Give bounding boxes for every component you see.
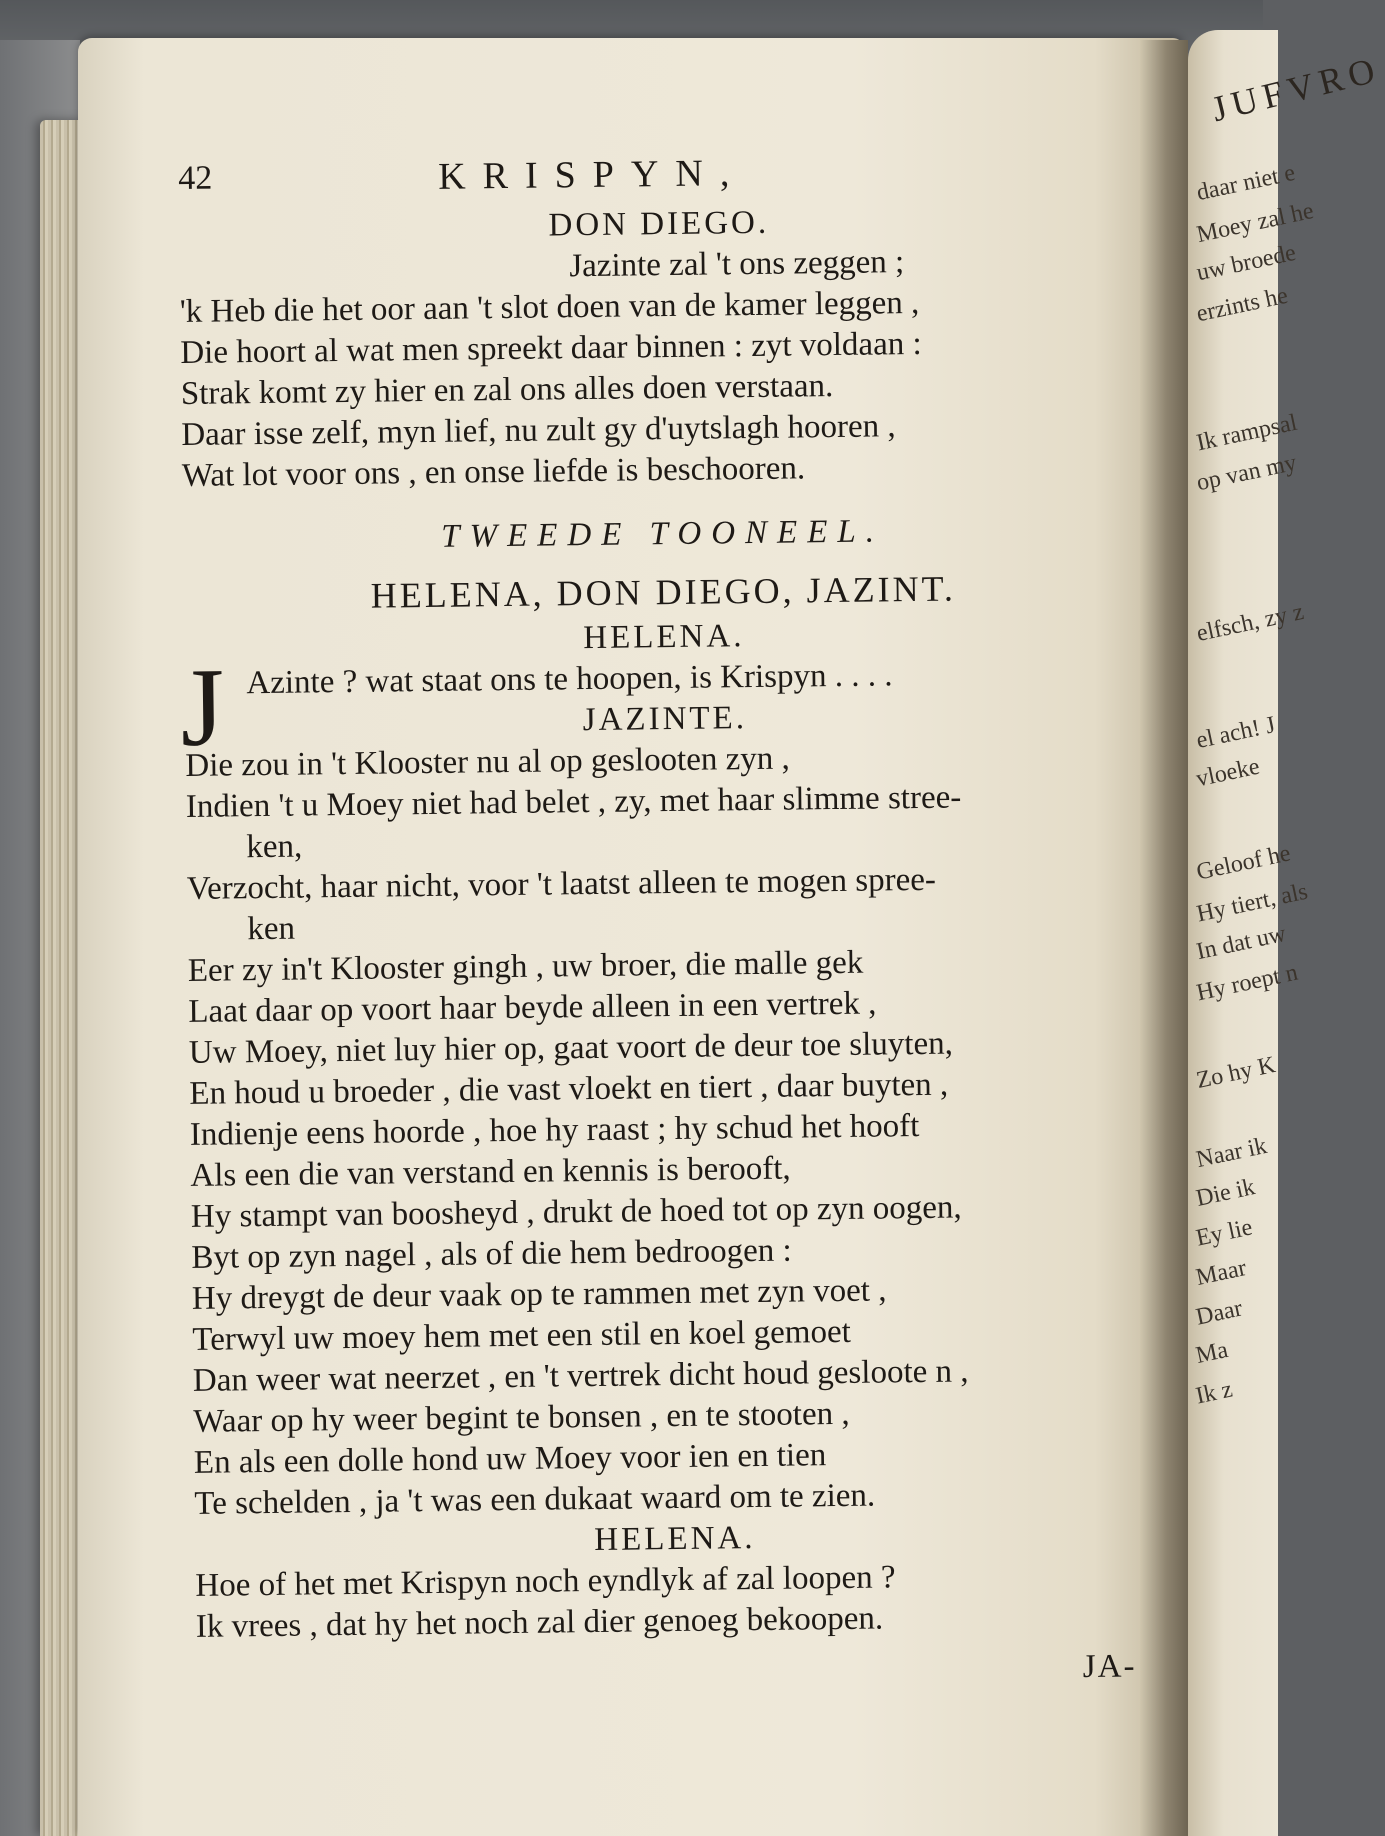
verse-line: En houd u broeder , die vast vloekt en tiert , daar buyten ,	[189, 1066, 949, 1112]
facing-page-line: Naar ik	[1193, 1132, 1270, 1174]
facing-page-line: Geloof he	[1194, 840, 1293, 886]
verse-line: Terwyl uw moey hem met een stil en koel gemoet	[192, 1313, 852, 1358]
verse-line: Daar isse zelf, myn lief, nu zult gy d'uytslagh hooren ,	[181, 408, 896, 453]
verse-line: 'k Heb die het oor aan 't slot doen van de kamer leggen ,	[179, 284, 920, 330]
facing-page-line: Ik z	[1193, 1376, 1235, 1410]
facing-page-line: Ey lie	[1193, 1214, 1255, 1252]
verse-line: Eer zy in't Klooster gingh , uw broer, die malle gek	[187, 944, 864, 989]
facing-page-line: op van my	[1194, 449, 1299, 497]
speaker-heading: HELENA.	[594, 1520, 756, 1559]
facing-page	[1188, 30, 1385, 1836]
verse-line: ken	[247, 910, 296, 948]
verse-line: Laat daar op voort haar beyde alleen in een vertrek ,	[188, 985, 877, 1030]
speaker-heading: HELENA.	[583, 618, 745, 657]
scene-cast: HELENA, DON DIEGO, JAZINT.	[370, 568, 957, 616]
verse-line: Als een die van verstand en kennis is berooft,	[190, 1150, 791, 1194]
verse-line: Waar op hy weer begint te bonsen , en te stooten ,	[193, 1395, 850, 1440]
verse-line: Jazinte zal 't ons zeggen ;	[569, 244, 905, 285]
verse-line: Die zou in 't Klooster nu al op geslooten zyn ,	[185, 740, 791, 784]
verse-line: Die hoort al wat men spreekt daar binnen : zyt voldaan :	[180, 325, 922, 371]
verse-line: Uw Moey, niet luy hier op, gaat voort de deur toe sluyten,	[188, 1025, 954, 1071]
verse-line: Byt op zyn nagel , als of die hem bedroogen :	[191, 1232, 792, 1276]
verse-line: Dan weer wat neerzet , en 't vertrek dicht houd gesloote n ,	[192, 1353, 969, 1399]
facing-page-line: daar niet e	[1194, 159, 1298, 207]
facing-page-line: Hy roept n	[1194, 959, 1301, 1007]
facing-page-line: elfsch, zy z	[1194, 599, 1307, 648]
facing-page-line: Die ik	[1193, 1174, 1258, 1212]
verse-line: Indien 't u Moey niet had belet , zy, met haar slimme stree-	[185, 779, 962, 825]
scene-title: TWEEDE TOONEEL.	[441, 513, 885, 555]
facing-page-line: erzints he	[1194, 282, 1291, 328]
verse-line: Hoe of het met Krispyn noch eyndlyk af zal loopen ?	[195, 1559, 896, 1604]
facing-page-line: Hy tiert, als	[1194, 878, 1311, 928]
facing-page-line: Ik rampsal	[1194, 409, 1300, 457]
verse-line: Hy dreygt de deur vaak op te rammen met zyn voet ,	[191, 1272, 887, 1317]
verse-line: Te schelden , ja 't was een dukaat waard om te zien.	[194, 1477, 876, 1522]
facing-page-header: JUFVRO	[1207, 48, 1385, 130]
verse-line: Hy stampt van boosheyd , drukt de hoed tot op zyn oogen,	[190, 1189, 962, 1235]
catchword: JA-	[1082, 1648, 1137, 1686]
facing-page-line: uw broede	[1194, 239, 1299, 287]
facing-page-line: Maar	[1193, 1255, 1249, 1291]
facing-page-line: Daar	[1193, 1295, 1245, 1331]
drop-cap: J	[179, 645, 226, 771]
verse-line: Strak komt zy hier en zal ons alles doen verstaan.	[180, 368, 834, 412]
facing-page-line: Zo hy K	[1194, 1051, 1278, 1095]
facing-page-line: Moey zal he	[1194, 197, 1316, 249]
verse-line: Indienje eens hoorde , hoe hy raast ; hy schud het hooft	[189, 1108, 920, 1153]
verse-line: Ik vrees , dat hy het noch zal dier genoeg bekoopen.	[195, 1600, 884, 1645]
speaker-heading: DON DIEGO.	[548, 204, 770, 244]
running-title: KRISPYN,	[437, 152, 747, 198]
verse-line: En als een dolle hond uw Moey voor ien en tien	[193, 1437, 827, 1481]
page-number: 42	[178, 159, 213, 197]
facing-page-line: vloeke	[1193, 753, 1262, 793]
verse-line: Azinte ? wat staat ons te hoopen, is Krispyn . . . .	[246, 657, 893, 702]
facing-page-line: In dat uw	[1194, 920, 1289, 966]
facing-page-line: el ach! J	[1194, 711, 1278, 755]
speaker-heading: JAZINTE.	[582, 700, 748, 739]
facing-page-line: Ma	[1193, 1336, 1231, 1370]
verse-line: Wat lot voor ons , en onse liefde is beschooren.	[181, 450, 806, 494]
verse-line: ken,	[246, 828, 303, 866]
page-text	[178, 148, 1157, 1698]
verse-line: Verzocht, haar nicht, voor 't laatst alleen te mogen spree-	[186, 861, 937, 907]
